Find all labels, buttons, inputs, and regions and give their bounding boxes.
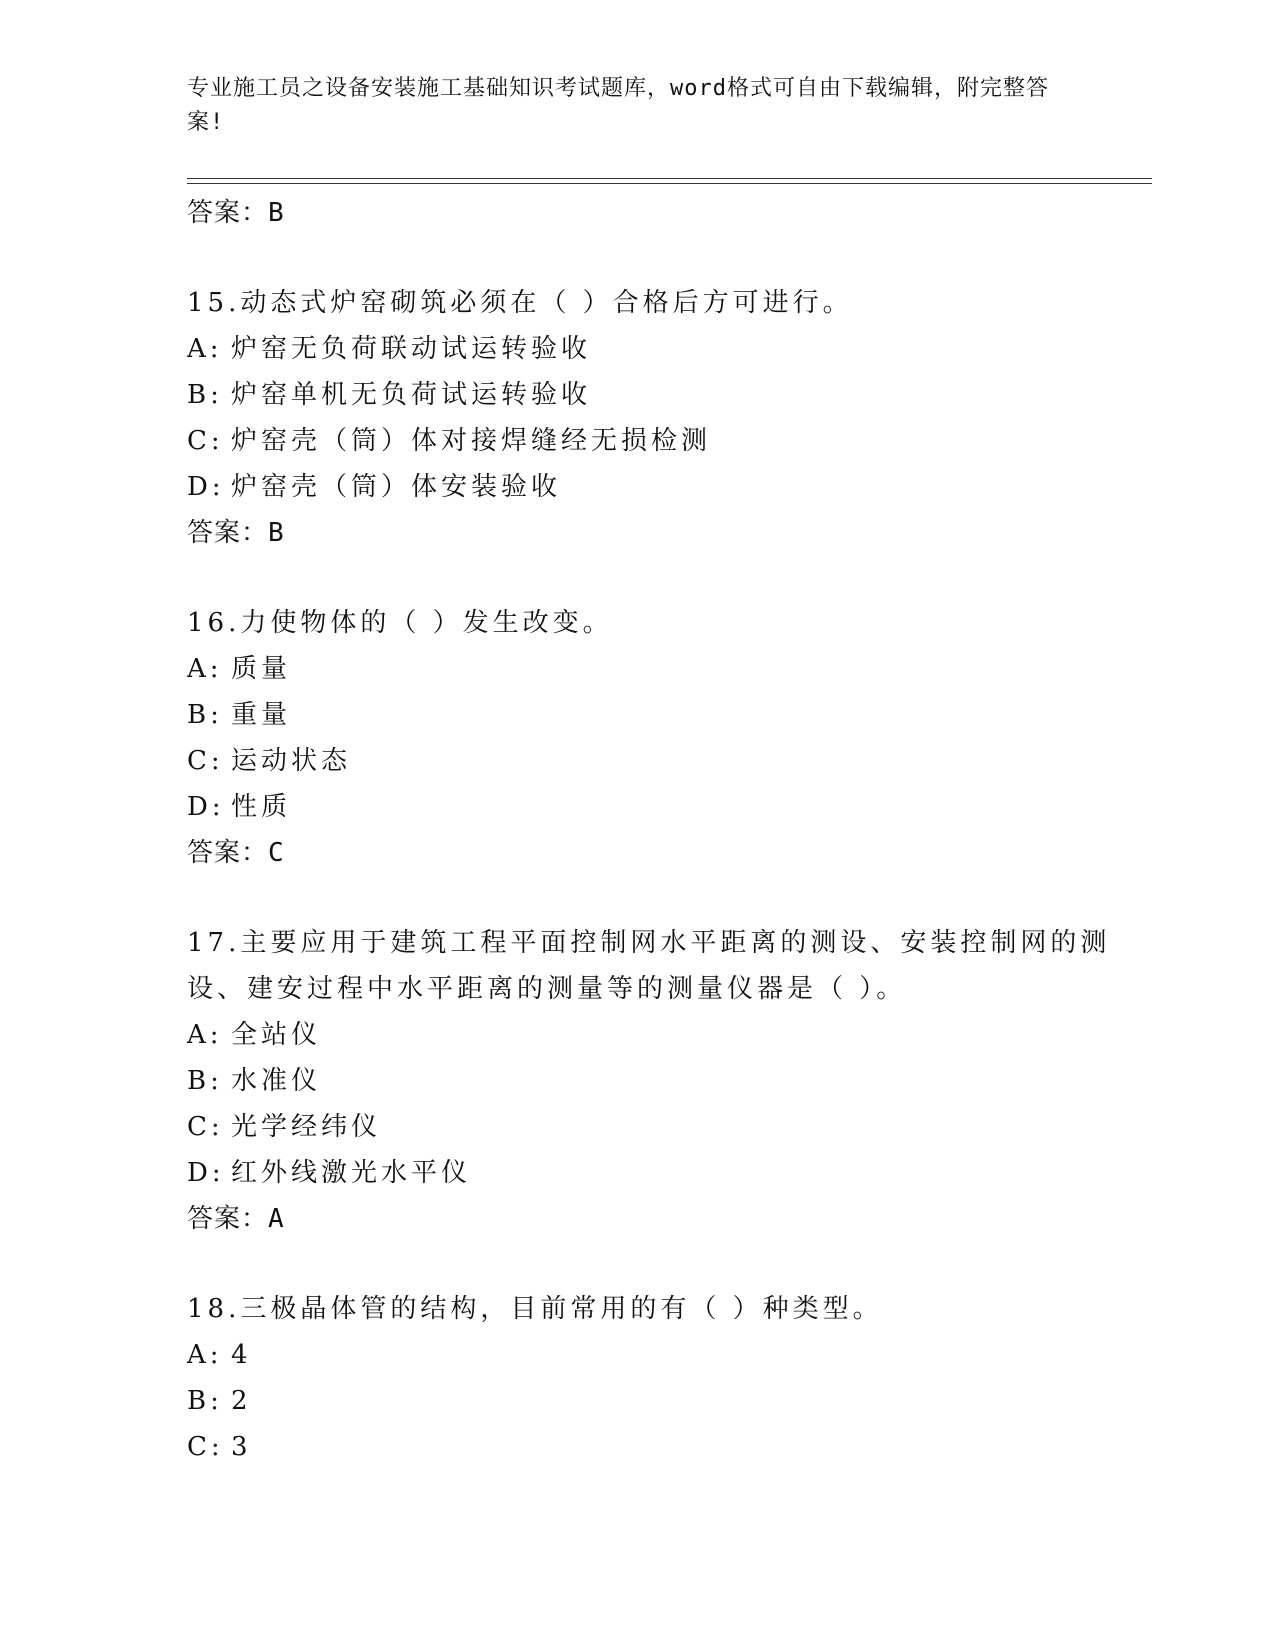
option-key: D: (187, 1158, 225, 1188)
header-rule-top (187, 178, 1152, 179)
question-15 (187, 280, 1152, 556)
option-key: C: (187, 426, 224, 456)
question-stem (187, 920, 1152, 1012)
document-header: 专业施工员之设备安装施工基础知识考试题库，word格式可自由下载编辑，附完整答案! (187, 76, 1049, 135)
header-rule-bottom (187, 183, 1152, 184)
option-text: 全站仪 (231, 1020, 322, 1050)
option-b (187, 372, 1152, 418)
answer-line: 答案：A (187, 1204, 285, 1234)
question-number: 15. (187, 288, 241, 318)
option-text: 4 (231, 1340, 252, 1370)
option-b (187, 692, 1152, 738)
option-b (187, 1378, 1152, 1424)
option-key: A: (187, 654, 223, 684)
question-text: 主要应用于建筑工程平面控制网水平距离的测设、安装控制网的测设、建安过程中水平距离的测量等的测量仪器是（ ）。 (187, 928, 1111, 1004)
option-c (187, 1424, 1152, 1470)
answer-line: 答案：C (187, 838, 285, 868)
option-text: 运动状态 (231, 746, 352, 776)
option-text: 重量 (231, 700, 292, 730)
option-text: 炉窑单机无负荷试运转验收 (231, 380, 592, 410)
option-key: A: (187, 1020, 223, 1050)
option-key: B: (187, 1386, 223, 1416)
option-text: 红外线激光水平仪 (231, 1158, 472, 1188)
question-stem (187, 600, 1152, 646)
question-18 (187, 1286, 1152, 1470)
option-text: 光学经纬仪 (231, 1112, 382, 1142)
question-list (187, 190, 1152, 1470)
option-key: C: (187, 746, 224, 776)
option-text: 质量 (231, 654, 292, 684)
option-key: C: (187, 1432, 224, 1462)
question-stem (187, 1286, 1152, 1332)
option-c (187, 738, 1152, 784)
option-key: B: (187, 700, 223, 730)
question-stem (187, 280, 1152, 326)
option-key: D: (187, 472, 225, 502)
option-text: 性质 (231, 792, 292, 822)
option-text: 炉窑壳（筒）体安装验收 (231, 472, 562, 502)
answer-line: 答案：B (187, 518, 285, 548)
question-number: 16. (187, 608, 241, 638)
option-d (187, 1150, 1152, 1196)
question-text: 动态式炉窑砌筑必须在（ ）合格后方可进行。 (240, 288, 853, 318)
option-a (187, 1012, 1152, 1058)
option-d (187, 464, 1152, 510)
option-d (187, 784, 1152, 830)
option-key: A: (187, 334, 223, 364)
option-text: 3 (231, 1432, 252, 1462)
option-text: 2 (231, 1386, 252, 1416)
option-a (187, 646, 1152, 692)
question-text: 三极晶体管的结构，目前常用的有（ ）种类型。 (240, 1294, 883, 1324)
option-key: B: (187, 380, 223, 410)
option-key: C: (187, 1112, 224, 1142)
question-16 (187, 600, 1152, 876)
option-c (187, 418, 1152, 464)
option-key: D: (187, 792, 225, 822)
answer-line: 答案：B (187, 198, 285, 228)
option-b (187, 1058, 1152, 1104)
question-number: 17. (187, 928, 241, 958)
question-number: 18. (187, 1294, 241, 1324)
option-text: 水准仪 (231, 1066, 322, 1096)
option-key: A: (187, 1340, 223, 1370)
question-text: 力使物体的（ ）发生改变。 (240, 608, 613, 638)
option-text: 炉窑壳（筒）体对接焊缝经无损检测 (231, 426, 712, 456)
question-17 (187, 920, 1152, 1242)
option-a (187, 326, 1152, 372)
option-a (187, 1332, 1152, 1378)
option-key: B: (187, 1066, 223, 1096)
option-text: 炉窑无负荷联动试运转验收 (231, 334, 592, 364)
option-c (187, 1104, 1152, 1150)
